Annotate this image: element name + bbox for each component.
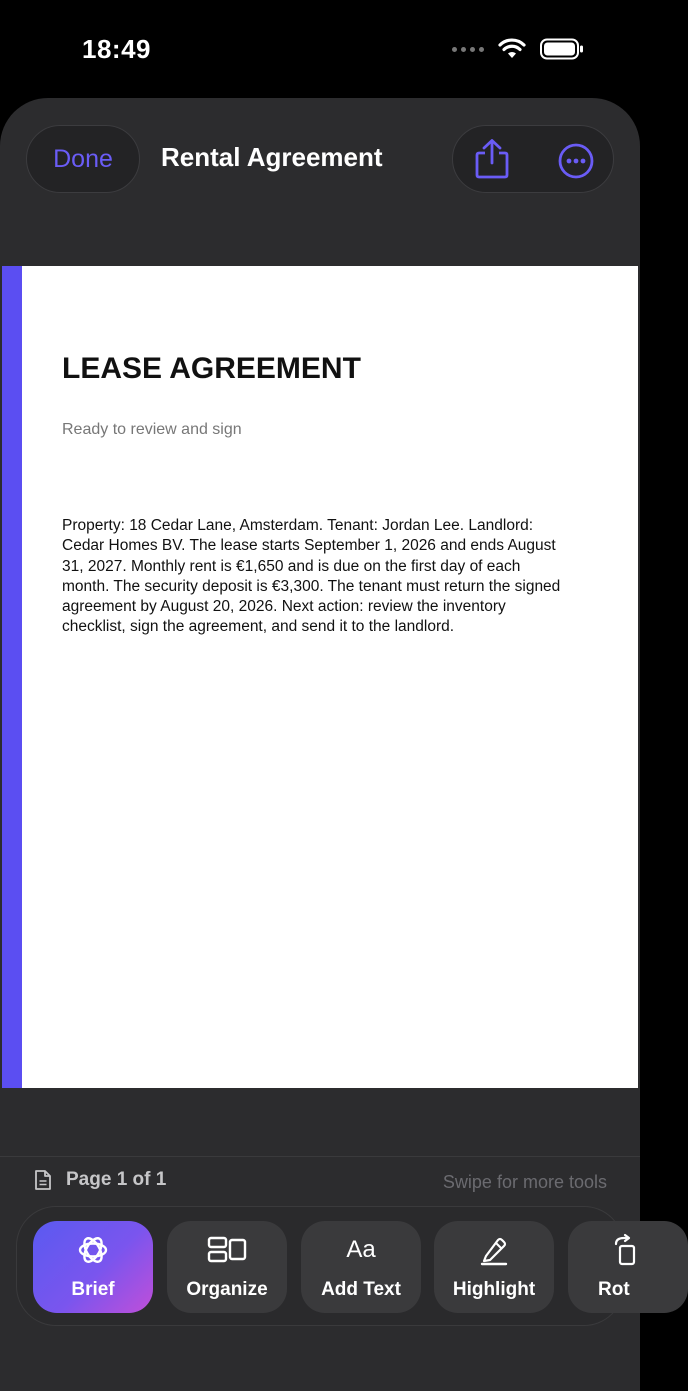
divider (0, 1156, 640, 1157)
header-actions (452, 125, 614, 193)
rotate-icon (610, 1234, 638, 1266)
sparkle-flower-icon (77, 1234, 109, 1266)
wifi-icon (498, 38, 526, 60)
text-aa-icon: Aa (346, 1236, 376, 1263)
page-indicator (34, 1169, 166, 1191)
status-icons (452, 38, 584, 60)
done-button[interactable]: Done (26, 125, 140, 193)
tool-add-text[interactable] (301, 1221, 421, 1313)
lease-heading: LEASE AGREEMENT (62, 352, 361, 385)
share-icon[interactable] (473, 138, 511, 180)
tool-label: Brief (71, 1279, 115, 1300)
tool-label: Organize (186, 1279, 268, 1300)
status-time: 18:49 (82, 34, 151, 64)
tool-highlight[interactable] (434, 1221, 554, 1313)
page-label: Page 1 of 1 (66, 1169, 167, 1190)
tool-rotate[interactable] (568, 1221, 688, 1313)
status-bar (0, 0, 640, 100)
battery-icon (540, 38, 584, 60)
more-options-icon[interactable] (557, 142, 595, 180)
highlighter-pen-icon (478, 1234, 510, 1266)
lease-subtitle: Ready to review and sign (62, 421, 242, 438)
organize-icon (207, 1236, 247, 1264)
tool-organize[interactable] (167, 1221, 287, 1313)
document-page[interactable] (2, 266, 638, 1088)
document-icon (34, 1169, 52, 1191)
tool-label: Highlight (452, 1279, 536, 1300)
tools-toolbar[interactable] (16, 1206, 630, 1326)
document-sheet (0, 98, 640, 1391)
tool-label: Add Text (321, 1279, 401, 1300)
tool-brief[interactable] (33, 1221, 153, 1313)
signal-dots-icon (452, 47, 484, 52)
document-title: Rental Agreement (161, 142, 383, 172)
tool-label: Rot (598, 1279, 630, 1300)
swipe-hint: Swipe for more tools (442, 1172, 607, 1192)
lease-body-text: Property: 18 Cedar Lane, Amsterdam. Tenant: Jordan Lee. Landlord: Cedar Homes BV. The lease starts September 1, 2026 and ends August 31, 2027. Monthly rent is €1,650 and is due on the first day of each month. The security deposit is €3,300. The tenant must return the signed agreement by August 20, 2026. Next action: review the inventory checklist, sign the agreement, and send it to the landlord. (62, 517, 561, 636)
page-accent-bar (2, 266, 22, 1088)
